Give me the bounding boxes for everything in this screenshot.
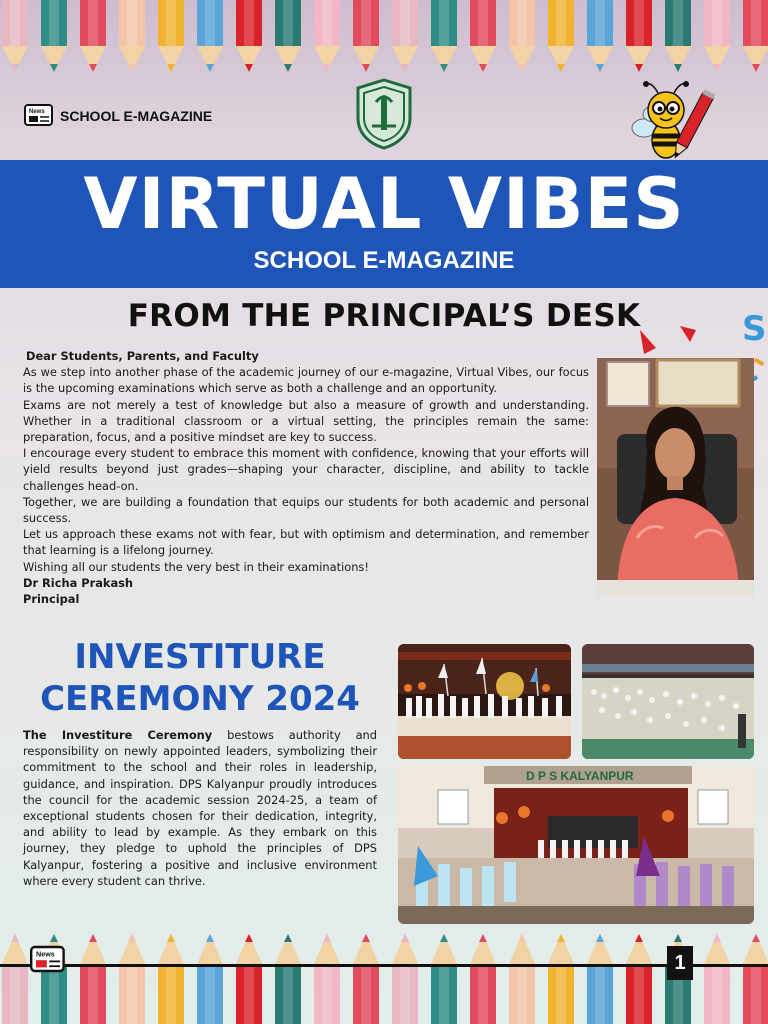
signature-title: Principal [23, 592, 80, 607]
pencil-icon [548, 0, 574, 72]
pencil-icon [119, 934, 145, 1024]
pencil-icon [704, 0, 730, 72]
footer-rule [0, 964, 768, 967]
principal-letter [23, 348, 589, 607]
pencil-icon [626, 934, 652, 1024]
pencil-icon [158, 0, 184, 72]
svg-text:S: S [742, 309, 767, 349]
magazine-subtitle: SCHOOL E-MAGAZINE [253, 247, 515, 274]
principal-photo [597, 358, 754, 598]
pencil-icon [80, 934, 106, 1024]
pencil-icon [275, 934, 301, 1024]
pencil-icon [119, 0, 145, 72]
pencil-icon [275, 0, 301, 72]
pencil-icon [41, 0, 67, 72]
bottom-pencil-border [0, 930, 768, 1024]
signature-name: Dr Richa Prakash [23, 575, 134, 590]
pencil-icon [80, 0, 106, 72]
pencil-icon [431, 934, 457, 1024]
pencil-icon [197, 0, 223, 72]
pencil-icon [470, 0, 496, 72]
pencil-icon [314, 0, 340, 72]
stage-ceremony-photo [398, 644, 571, 759]
pencil-icon [548, 934, 574, 1024]
pencil-icon [509, 0, 535, 72]
pencil-icon [392, 934, 418, 1024]
school-crest-icon [354, 78, 414, 150]
magazine-tagline: SCHOOL E-MAGAZINE [60, 108, 213, 124]
march-past-photo [398, 766, 754, 924]
footer-news-badge-text: News [36, 949, 55, 959]
letter-paragraph: I encourage every student to embrace this moment with confidence, knowing that your efforts will yield results beyond just grades—shaping your character, discipline, and ability to tackle challenges head-on. [23, 446, 589, 493]
pencil-icon [470, 934, 496, 1024]
hall-students-photo [582, 644, 754, 759]
pencil-icon [743, 0, 768, 72]
top-pencil-border [0, 0, 768, 74]
footer-newspaper-icon [30, 944, 66, 974]
pencil-icon [509, 934, 535, 1024]
pencil-icon [431, 0, 457, 72]
pencil-icon [2, 934, 28, 1024]
letter-paragraph: As we step into another phase of the academic journey of our e-magazine, Virtual Vibes, our focus is the upcoming examinations which serve as both a challenge and an opportunity. [23, 365, 589, 396]
pencil-icon [587, 934, 613, 1024]
pencil-icon [743, 934, 768, 1024]
investiture-text: bestows authority and responsibility on newly appointed leaders, symbolizing their commitment to the school and their roles in leadership, guidance, and inspiration. DPS Kalyanpur proudly introduces the council for the academic session 2024-25, a team of exceptional students chosen for their dedication, integrity, and ability to lead by example. As they embark on this journey, they pledge to uphold the principles of DPS Kalyanpur, fostering a positive and inclusive environment where every student can thrive. [23, 728, 378, 888]
pencil-icon [392, 0, 418, 72]
bee-mascot-icon [622, 76, 718, 166]
title-band [0, 160, 768, 288]
pencil-icon [353, 0, 379, 72]
pencil-icon [158, 934, 184, 1024]
page-number: 1 [667, 946, 693, 980]
newspaper-icon [24, 103, 54, 127]
letter-paragraph: Together, we are building a foundation that equips our students for both academic and personal success. [23, 494, 589, 526]
investiture-lead: The Investiture Ceremony [23, 728, 213, 742]
letter-paragraph: Exams are not merely a test of knowledge but also a measure of growth and understanding. Whether in a traditional classroom or a virtual setting, the principles remain the same: preparation, focus, and a positive mindset are key to success. [23, 397, 589, 445]
pencil-icon [665, 0, 691, 72]
pencil-icon [626, 0, 652, 72]
parade-banner-text: D P S KALYANPUR [526, 769, 634, 783]
magazine-title: VIRTUAL VIBES [83, 163, 685, 245]
pencil-icon [236, 934, 262, 1024]
letter-paragraph: Let us approach these exams not with fear, but with optimism and determination, and remember that learning is a lifelong journey. [23, 527, 589, 558]
pencil-icon [314, 934, 340, 1024]
pencil-icon [704, 934, 730, 1024]
pencil-icon [2, 0, 28, 72]
principal-desk-heading: FROM THE PRINCIPAL’S DESK [127, 298, 641, 334]
pencil-icon [353, 934, 379, 1024]
investiture-title-line2: CEREMONY 2024 [40, 679, 360, 719]
letter-greeting: Dear Students, Parents, and Faculty [26, 349, 259, 363]
pencil-icon [236, 0, 262, 72]
investiture-title [20, 636, 380, 720]
pencil-icon [587, 0, 613, 72]
news-badge-text: News [29, 109, 45, 115]
investiture-title-line1: INVESTITURE [74, 637, 326, 677]
letter-paragraph: Wishing all our students the very best in their examinations! [23, 559, 369, 574]
pencil-icon [197, 934, 223, 1024]
investiture-body [23, 727, 377, 889]
